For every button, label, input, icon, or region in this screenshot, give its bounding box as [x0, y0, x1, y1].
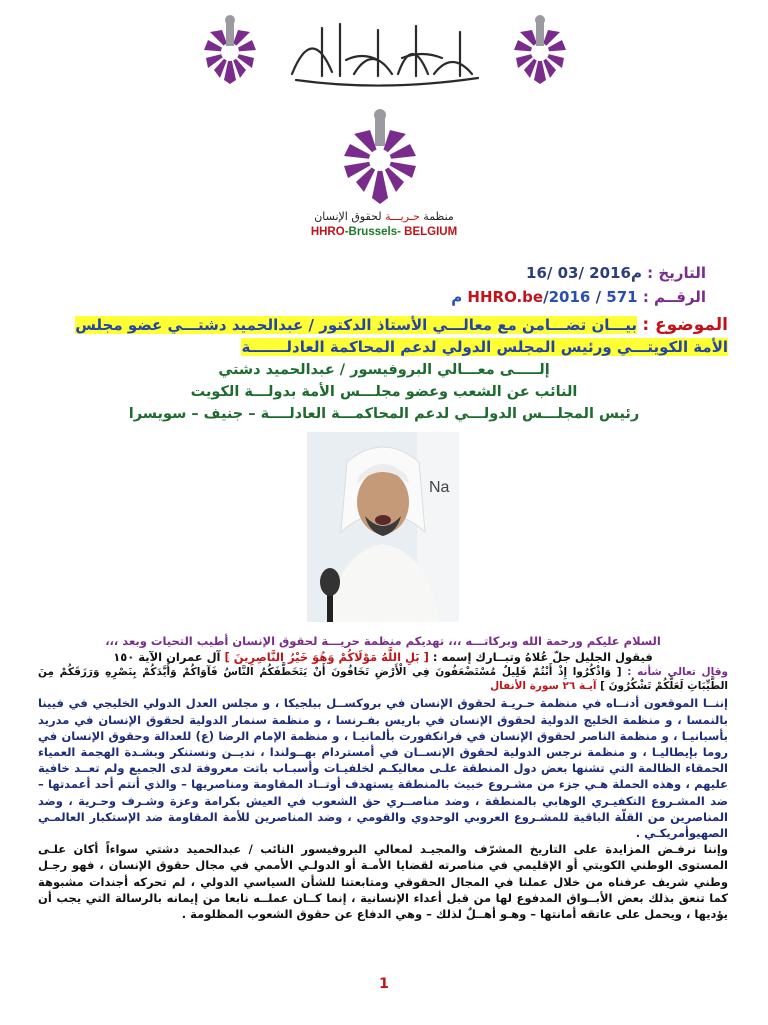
subject-block: الموضوع : بيـــان تضـــامن مع معالـــي الأستاذ الدكتور / عبدالحميد دشتـــي عضو مجلس الأمة الكويتـــي ورئيس المجلس الدولي لدعم المحاكمة العادلـــــــة	[75, 315, 728, 356]
portrait-photo	[307, 432, 459, 622]
verse-1: فيقول الجليل جلّ عُلاهُ وتبــارك إسمه : [ بَلِ اللَّهُ مَوْلَاكُمْ وَهُوَ خَيْرُ النَّاصِرِينَ ] آل عمران الآية ١٥٠	[113, 650, 653, 665]
address-line-2: النائب عن الشعب وعضو مجلـــس الأمة بدولـــة الكويت	[190, 384, 578, 400]
hhro-emblem-icon	[320, 108, 440, 208]
hhro-emblem-icon	[500, 12, 580, 92]
hhro-emblem-icon	[190, 12, 270, 92]
greeting: السلام عليكم ورحمة الله وبركاتـــه ،،، تهديكم منظمة حريـــة لحقوق الإنسان أطيب التحيات وبعد ،،،	[105, 634, 661, 648]
org-name-en: HHRO-Brussels- BELGIUM	[310, 226, 458, 238]
org-name-ar: منظمة حـريـــة لحقوق الإنسان	[314, 210, 454, 223]
verse-2: وقال تعالى شأنه : [ وَاذْكُرُوا إِذْ أَنْتُمْ قَلِيلٌ مُسْتَضْعَفُونَ فِي الْأَرْضِ تَخَافُونَ أَنْ يَتَخَطَّفَكُمُ النَّاسُ فَآوَاكُمْ وَأَيَّدَكُمْ بِنَصْرِهِ وَرَزَقَكُمْ مِنَ الطَّيِّبَاتِ لَعَلَّكُمْ تَشْكُرُونَ ] آيـة ٢٦ سورة الأنفال	[38, 666, 728, 693]
page-number: 1	[379, 976, 389, 992]
letter-body	[38, 633, 728, 922]
paragraph-2: وإننا نرفـض المزايدة على التاريخ المشرّف والمجيـد لمعالي البروفيسور النائب / عبدالحميد دشتي سواءاً أكان علـى المستوى الوطني الكويتي أو الإقليمي في مناصرته لقضايا الأمـة أو الدولـي الأممي في مجال حقوق الإنسان ، فهو رجـل وطني شريف عرفناه من خلال عملنا في المجال الحقوقي ومتابعتنا للشأن السياسي الدولي ، لم تحركه أجندات مشبوهة كما تنعق بذلك بعض الأبــواق المدفوع لها من قبل أعداء الإنسانية ، إنما كــان عملــه نابعا من إيمانه بالرسالة التي يجب أن يؤديها ، ويحمل على عاتقه أمانتها – وهـو أهــلٌ لذلك – وهي الدفاع عن حقوق الشعوب المظلومة .	[38, 842, 728, 922]
subject-line-1: بيـــان تضـــامن مع معالـــي الأستاذ الدكتور / عبدالحميد دشتـــي عضو مجلس	[75, 316, 638, 334]
paragraph-1: إننــا الموقعون أدنــاه في منظمة حـريـة لحقوق الإنسان في بروكســل ببلجيكا ، و مجلس العدل الدولي الخليجي في فيينا بالنمسا ، و منظمة الخليج الدولية لحقوق الإنسان في باريس بفـرنسا ، و منظمة سنمار الدولية لحقوق الإنسان في مدريد بأسبانيـا ، و منظمة الناصر لحقوق الإنسان في فرانكفورت بألمانيـا ، و منظمة الإمام الرضا (ع) للعدالة وحقوق الإنسان في روما بإيطاليـا ، و منظمة نرجس الدولية لحقوق الإنســان في أمستردام بهــولندا ، نديــن ونستنكر وبشـدة الهجمة العمياء الحمقاء الظالمة التي تشنها بعض دول المنطقة علـى معاليكـم لخلفيـات وأسبـاب باتت معروفة لدى الجميع ولم تعــد خافية عليهم ، وهذه الحملة هـي جزء من مشـروع خبيث بالمنطقة يستهدف أوتــاد المقاومة ومناصريها – والذي أنتم أحد أعمدتها – ضد المشـروع التكفيـري الوهابي بالمنطقة ، وضد مناصــري حق الشعوب في العيش بكرامة وعزة وشـرف وحـرية ، وضد المناصرين من القلّة الباقية للمشـروع العروبي الوحدوي والقومي ، وضد المناصرين للأمة المقاومة ضد الإستكبار العالمـي الصهيوأمريكـي .	[38, 696, 728, 841]
calligraphy-banner	[282, 14, 488, 88]
date-line: التاريخ : 16/ 03/ 2016م	[526, 264, 706, 282]
ref-line: الرقــم : 571 / HHRO.be/2016 م	[451, 288, 706, 306]
address-line-1: إلـــــى معـــالي البروفيسور / عبدالحميد دشتي	[218, 362, 550, 378]
subject-line-2: الأمة الكويتـــي ورئيس المجلس الدولي لدعم المحاكمة العادلـــــــة	[241, 338, 728, 356]
letterhead	[190, 8, 580, 98]
svg-text:Na: Na	[429, 479, 450, 496]
address-line-3: رئيس المجلـــس الدولـــي لدعم المحاكمـــة العادلــــة – جنيف – سويسرا	[128, 406, 640, 422]
